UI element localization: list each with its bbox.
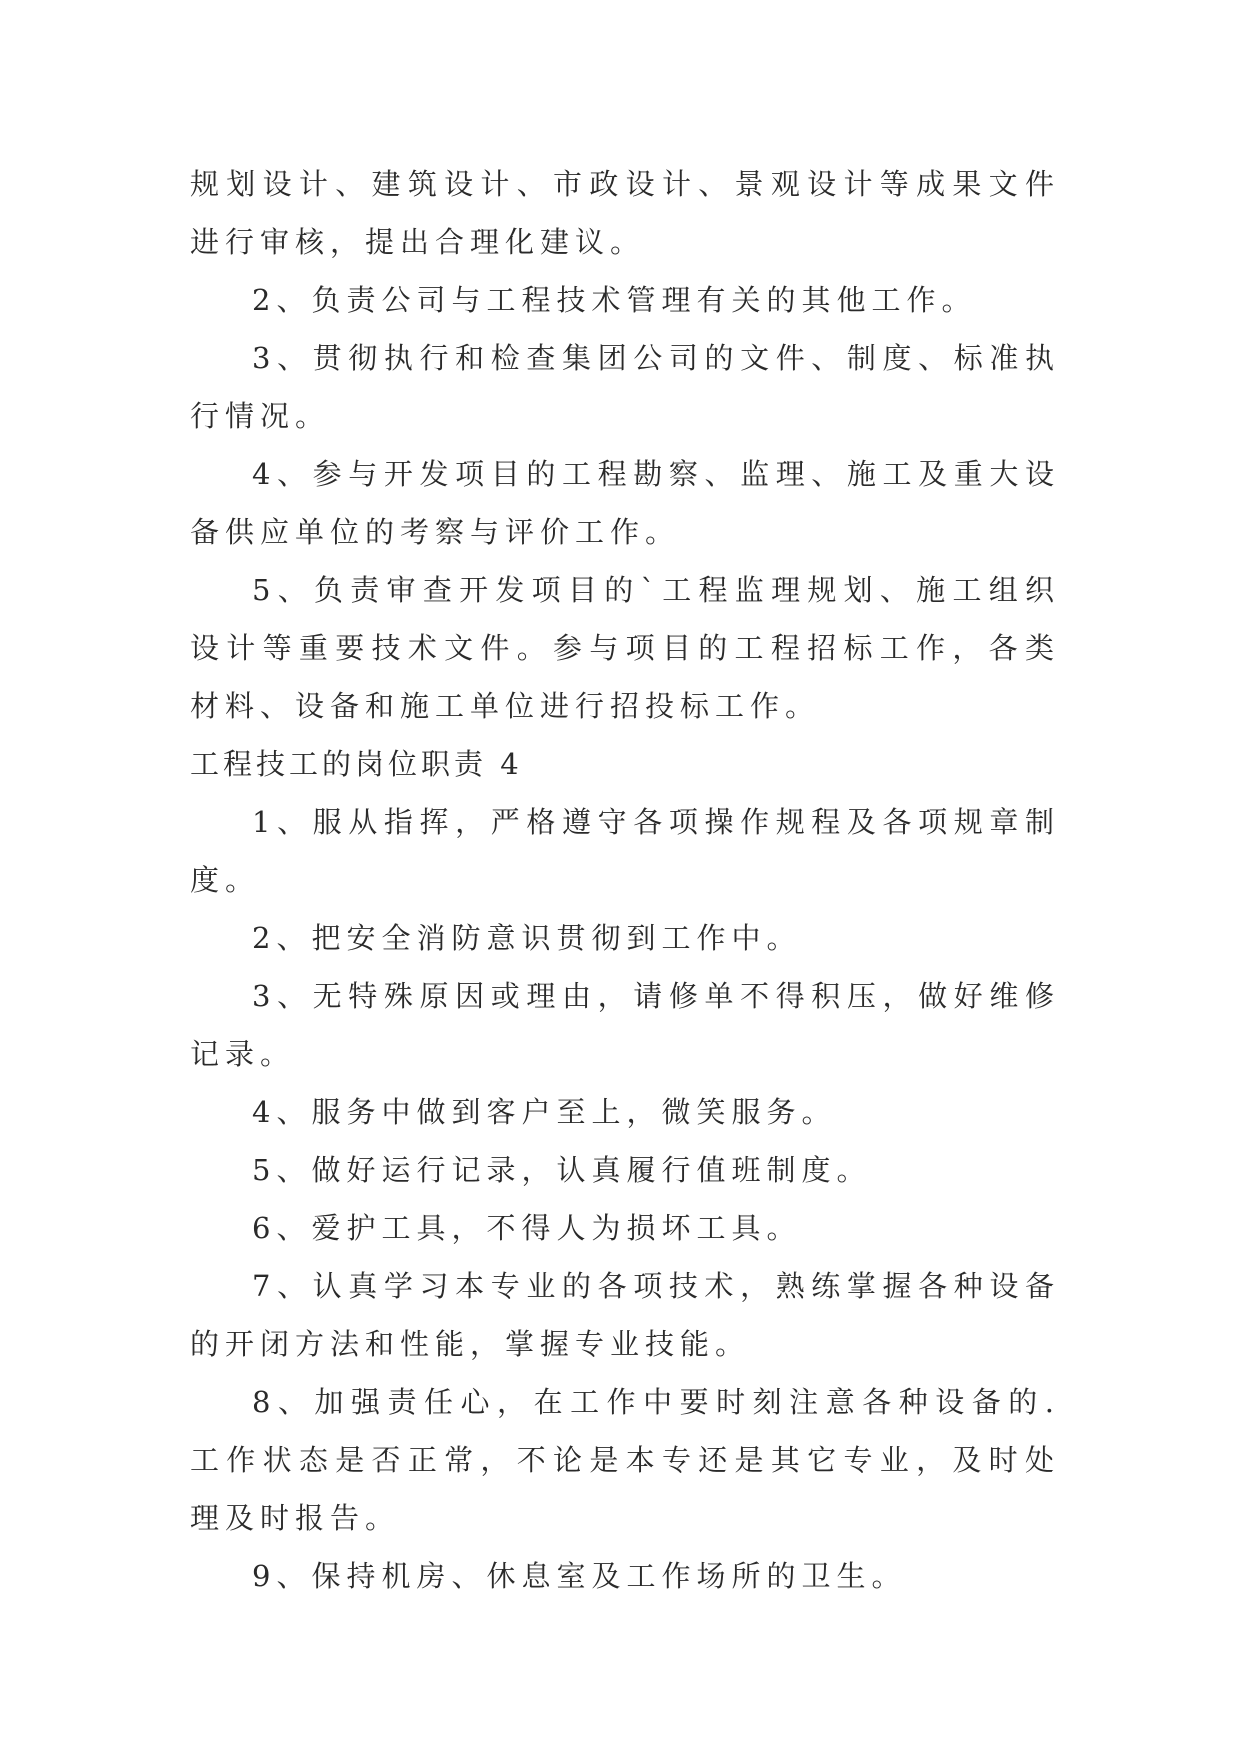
duty-item-5: 5、做好运行记录，认真履行值班制度。: [252, 1153, 872, 1187]
duty-item-1: 1、服从指挥，严格遵守各项操作规程及各项规章制度。: [190, 805, 1060, 897]
duty-item-8: 8、加强责任心，在工作中要时刻注意各种设备的.工作状态是否正常，不论是本专还是其它专业，及时处理及时报告。: [190, 1385, 1060, 1535]
paragraph-item-2: 2、负责公司与工程技术管理有关的其他工作。: [252, 283, 977, 317]
paragraph-continuation: 规划设计、建筑设计、市政设计、景观设计等成果文件进行审核，提出合理化建议。: [190, 167, 1060, 259]
paragraph-item-3: 3、贯彻执行和检查集团公司的文件、制度、标准执行情况。: [190, 341, 1060, 433]
duty-item-6: 6、爱护工具，不得人为损坏工具。: [252, 1211, 802, 1245]
document-body: [190, 155, 1060, 1605]
duty-item-3: 3、无特殊原因或理由，请修单不得积压，做好维修记录。: [190, 979, 1060, 1071]
duty-item-7: 7、认真学习本专业的各项技术，熟练掌握各种设备的开闭方法和性能，掌握专业技能。: [190, 1269, 1060, 1361]
section-heading: 工程技工的岗位职责 4: [190, 747, 523, 781]
paragraph-item-5: 5、负责审查开发项目的`工程监理规划、施工组织设计等重要技术文件。参与项目的工程招标工作，各类材料、设备和施工单位进行招投标工作。: [190, 573, 1060, 723]
duty-item-9: 9、保持机房、休息室及工作场所的卫生。: [252, 1559, 907, 1593]
duty-item-2: 2、把安全消防意识贯彻到工作中。: [252, 921, 802, 955]
paragraph-item-4: 4、参与开发项目的工程勘察、监理、施工及重大设备供应单位的考察与评价工作。: [190, 457, 1060, 549]
duty-item-4: 4、服务中做到客户至上，微笑服务。: [252, 1095, 837, 1129]
